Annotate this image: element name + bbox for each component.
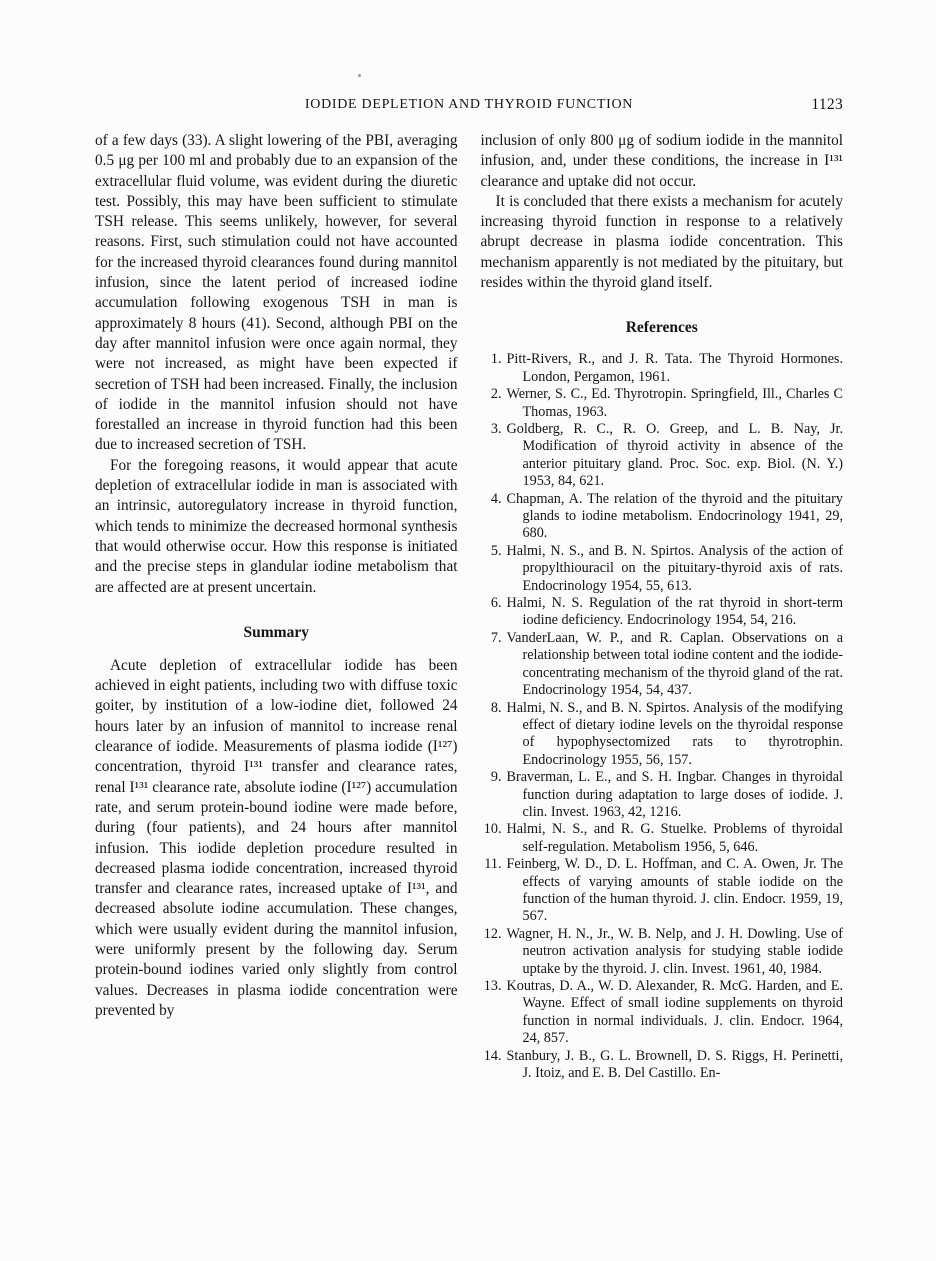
- reference-item: [481, 978, 844, 1048]
- reference-item: [481, 630, 844, 700]
- summary-paragraph: Acute depletion of extracellular iodide has been achieved in eight patients, including two with diffuse toxic goiter, by institution of a low-iodine diet, followed 24 hours later by an infusion of mannitol to increase renal clearance of iodide. Measurements of plasma iodide (I¹²⁷) concentration, thyroid I¹³¹ transfer and clearance rates, renal I¹³¹ clearance rate, absolute iodine (I¹²⁷) accumulation rate, and serum protein-bound iodine were made before, during (four patients), and 24 hours after mannitol infusion. This iodide depletion procedure resulted in decreased plasma iodide concentration, increased thyroid transfer and clearance rates, increased uptake of I¹³¹, and decreased absolute iodine accumulation. These changes, which were usually evident during the mannitol infusion, were uniformly present by the following day. Serum protein-bound iodines varied only slightly from control values. Decreases in plasma iodide concentration were prevented by: [95, 656, 458, 1019]
- reference-number: 11.: [484, 856, 502, 873]
- reference-text: Halmi, N. S. Regulation of the rat thyroid in short-term iodine deficiency. Endocrinology 1954, 54, 216.: [506, 595, 843, 629]
- running-head-title: IODIDE DEPLETION AND THYROID FUNCTION: [304, 97, 634, 112]
- references-heading: References: [625, 319, 698, 337]
- summary-heading: Summary: [243, 623, 309, 641]
- reference-item: [481, 595, 844, 630]
- reference-item: [481, 1048, 844, 1083]
- reference-text: Chapman, A. The relation of the thyroid and the pituitary glands to iodine metabolism. Endocrinology 1941, 29, 680.: [506, 490, 843, 542]
- reference-number: 13.: [483, 978, 502, 994]
- reference-item: [481, 386, 844, 421]
- reference-number: 9.: [490, 769, 502, 786]
- reference-item: [481, 491, 844, 543]
- reference-item: [481, 700, 844, 770]
- reference-text: Halmi, N. S., and B. N. Spirtos. Analysis of the action of propylthiouracil on the pituitary-thyroid axis of rats. Endocrinology 1954, 55, 613.: [506, 542, 843, 594]
- reference-number: 14.: [483, 1047, 502, 1064]
- reference-number: 12.: [483, 925, 502, 942]
- reference-item: [481, 926, 844, 978]
- reference-text: Stanbury, J. B., G. L. Brownell, D. S. Riggs, H. Perinetti, J. Itoiz, and E. B. Del Castillo. En-: [506, 1047, 843, 1082]
- reference-text: Werner, S. C., Ed. Thyrotropin. Springfield, Ill., Charles C Thomas, 1963.: [506, 386, 843, 420]
- reference-item: [481, 856, 844, 926]
- reference-number: 8.: [490, 699, 502, 716]
- reference-number: 6.: [490, 595, 502, 612]
- reference-item: [481, 351, 844, 386]
- left-column: [95, 131, 458, 1082]
- paragraph: It is concluded that there exists a mechanism for acutely increasing thyroid function in response to a relatively abrupt decrease in plasma iodide concentration. This mechanism apparently is not mediated by the pituitary, but resides within the thyroid gland itself.: [480, 192, 843, 292]
- reference-list: [481, 351, 844, 1082]
- reference-text: Goldberg, R. C., R. O. Greep, and L. B. Nay, Jr. Modification of thyroid activity in absence of the anterior pituitary gland. Proc. Soc. exp. Biol. (N. Y.) 1953, 84, 621.: [506, 421, 843, 490]
- paragraph: For the foregoing reasons, it would appear that acute depletion of extracellular iodide in man is associated with an intrinsic, autoregulatory increase in thyroid function, which tends to minimize the decreased hormonal synthesis that would otherwise occur. How this response is initiated and the precise steps in glandular iodine metabolism that are affected are at present uncertain.: [95, 456, 458, 596]
- reference-item: [481, 769, 844, 821]
- reference-number: 7.: [490, 629, 502, 646]
- reference-number: 1.: [490, 351, 502, 368]
- reference-text: Wagner, H. N., Jr., W. B. Nelp, and J. H. Dowling. Use of neutron activation analysis for studying stable iodide uptake by the thyroid. J. clin. Invest. 1961, 40, 1984.: [506, 925, 843, 977]
- reference-number: 10.: [483, 821, 502, 838]
- right-column: [481, 131, 844, 1082]
- reference-text: Halmi, N. S., and B. N. Spirtos. Analysis of the modifying effect of dietary iodine levels on the thyroidal response of hypophysectomized rats to thyrotrophin. Endocrinology 1955, 56, 157.: [506, 699, 843, 768]
- reference-text: Braverman, L. E., and S. H. Ingbar. Changes in thyroidal function during adaptation to large doses of iodide. J. clin. Invest. 1963, 42, 1216.: [506, 769, 843, 820]
- reference-text: VanderLaan, W. P., and R. Caplan. Observations on a relationship between total iodine content and the iodide-concentrating mechanism of the thyroid gland of the rat. Endocrinology 1954, 54, 437.: [506, 629, 843, 699]
- reference-number: 3.: [490, 421, 502, 437]
- reference-number: 4.: [490, 490, 502, 507]
- paragraph-continuation: inclusion of only 800 μg of sodium iodide in the mannitol infusion, and, under these conditions, the increase in I¹³¹ clearance and uptake did not occur.: [480, 132, 843, 190]
- reference-text: Koutras, D. A., W. D. Alexander, R. McG. Harden, and E. Wayne. Effect of small iodine supplements on thyroid function in normal individuals. J. clin. Endocr. 1964, 24, 857.: [506, 978, 843, 1047]
- paragraph-continuation: of a few days (33). A slight lowering of the PBI, averaging 0.5 μg per 100 ml and probably due to an expansion of the extracellular fluid volume, was evident during the diuretic test. Possibly, this may have been sufficient to stimulate TSH release. This seems unlikely, however, for several reasons. First, such stimulation could not have accounted for the increased thyroid clearances found during mannitol infusion, since the latent period of increased iodine accumulation following exogenous TSH in man is approximately 8 hours (41). Second, although PBI on the day after mannitol infusion were once again normal, they were not increased, as might have been expected if secretion of TSH had been increased. Finally, the inclusion of iodide in the mannitol infusion should not have forestalled an increase in thyroid function had this been due to increased secretion of TSH.: [95, 132, 458, 454]
- scan-artifact-dot: [358, 74, 361, 77]
- two-column-layout: [95, 131, 843, 1082]
- reference-text: Pitt-Rivers, R., and J. R. Tata. The Thyroid Hormones. London, Pergamon, 1961.: [506, 351, 843, 385]
- reference-item: [481, 821, 844, 856]
- reference-item: [481, 421, 844, 491]
- reference-text: Halmi, N. S., and R. G. Stuelke. Problems of thyroidal self-regulation. Metabolism 1956, 5, 646.: [506, 821, 843, 855]
- reference-number: 5.: [490, 542, 502, 559]
- reference-item: [481, 543, 844, 595]
- reference-text: Feinberg, W. D., D. L. Hoffman, and C. A. Owen, Jr. The effects of varying amounts of stable iodide on the function of the human thyroid. J. clin. Endocr. 1959, 19, 567.: [506, 856, 843, 925]
- page-number: 1123: [811, 96, 843, 113]
- reference-number: 2.: [490, 386, 502, 403]
